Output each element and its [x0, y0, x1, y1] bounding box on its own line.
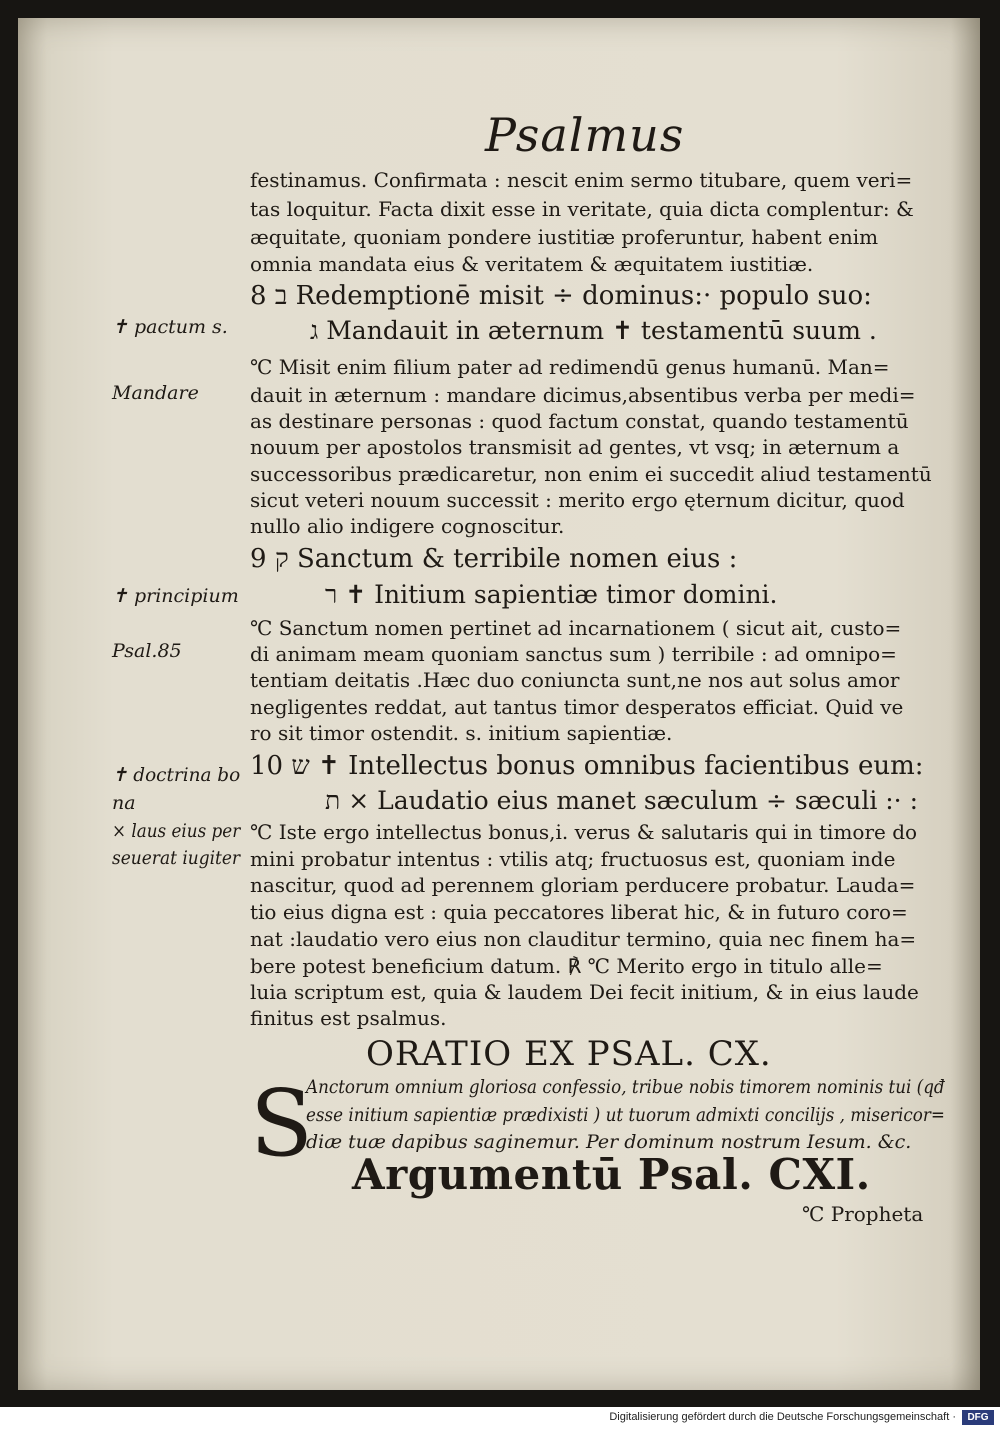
- margin-note: Mandare: [112, 382, 199, 404]
- text-line: tentiam deitatis .Hæc duo coniuncta sunt,ne nos aut solus amor: [250, 668, 900, 692]
- margin-note: na: [112, 792, 136, 814]
- oratio-line: Anctorum omnium gloriosa confessio, tribue nobis timorem nominis tui (qđ: [306, 1076, 945, 1098]
- drop-capital: S: [250, 1070, 314, 1177]
- oratio-line: esse initium sapientiæ prædixisti ) ut tuorum admixti concilijs , misericor=: [306, 1104, 945, 1126]
- text-line: mini probatur intentus : vtilis atq; fructuosus est, quoniam inde: [250, 847, 896, 871]
- text-line: sicut veteri nouum successit : merito ergo ęternum dicitur, quod: [250, 488, 905, 512]
- argumentum-heading: Argumentū Psal. CXI.: [352, 1150, 871, 1199]
- margin-note: × laus eius per: [112, 820, 241, 842]
- text-line: nascitur, quod ad perennem gloriam perducere probatur. Lauda=: [250, 873, 916, 897]
- text-line: nouum per apostolos transmisit ad gentes, vt vsq; in æternum a: [250, 435, 900, 459]
- text-line: ro sit timor ostendit. s. initium sapientiæ.: [250, 721, 673, 745]
- text-line: luia scriptum est, quia & laudem Dei fecit initium, & in eius laude: [250, 980, 919, 1004]
- text-line: nat :laudatio vero eius non clauditur termino, quia nec finem ha=: [250, 927, 917, 951]
- oratio-heading: ORATIO EX PSAL. CX.: [366, 1034, 772, 1074]
- text-line: negligentes reddat, aut tantus timor desperatos efficiat. Quid ve: [250, 695, 904, 719]
- footer-bar: [0, 1407, 1000, 1429]
- dfg-logo-icon: DFG: [962, 1410, 994, 1425]
- text-line: tas loquitur. Facta dixit esse in veritate, quia dicta complentur: &: [250, 197, 914, 221]
- margin-note: ✝ doctrina bo: [112, 764, 241, 786]
- text-line: ℃ Iste ergo intellectus bonus,i. verus & salutaris qui in timore do: [250, 820, 918, 844]
- margin-note: ✝ pactum s.: [112, 316, 228, 338]
- text-line: ℃ Sanctum nomen pertinet ad incarnationem ( sicut ait, custo=: [250, 616, 902, 640]
- text-line: festinamus. Confirmata : nescit enim sermo titubare, quem veri=: [250, 168, 913, 192]
- text-line: omnia mandata eius & veritatem & æquitatem iustitiæ.: [250, 252, 814, 276]
- text-line: tio eius digna est : quia peccatores liberat hic, & in futuro coro=: [250, 900, 908, 924]
- catchword: ℃ Propheta: [802, 1202, 924, 1226]
- text-line: æquitate, quoniam pondere iustitiæ proferuntur, habent enim: [250, 225, 879, 249]
- verse-line: ר ✝ Initium sapientiæ timor domini.: [325, 580, 778, 609]
- verse-line: ת × Laudatio eius manet sæculum ÷ sæculi :· :: [325, 786, 918, 815]
- text-line: finitus est psalmus.: [250, 1006, 447, 1030]
- oratio-line: diæ tuæ dapibus saginemur. Per dominum nostrum Iesum. &c.: [306, 1131, 912, 1153]
- verse-line: 9 ק Sanctum & terribile nomen eius :: [250, 544, 738, 574]
- text-line: bere potest beneficium datum. ℟ ℃ Merito ergo in titulo alle=: [250, 954, 883, 978]
- margin-note: Psal.85: [112, 640, 182, 662]
- text-line: nullo alio indigere cognoscitur.: [250, 514, 565, 538]
- text-line: ℃ Misit enim filium pater ad redimendū genus humanū. Man=: [250, 355, 890, 379]
- margin-note: ✝ principium: [112, 585, 239, 607]
- text-line: as destinare personas : quod factum constat, quando testamentū: [250, 409, 909, 433]
- text-line: dauit in æternum : mandare dicimus,absentibus verba per medi=: [250, 383, 916, 407]
- running-head: Psalmus: [485, 108, 685, 162]
- text-line: di animam meam quoniam sanctus sum ) terribile : ad omnipo=: [250, 642, 897, 666]
- verse-line: 10 ש ✝ Intellectus bonus omnibus facientibus eum:: [250, 751, 924, 781]
- verse-line: ג Mandauit in æternum ✝ testamentū suum .: [310, 316, 877, 345]
- funding-credit: Digitalisierung gefördert durch die Deutsche Forschungsgemeinschaft ·: [609, 1411, 956, 1423]
- margin-note: seuerat iugiter: [112, 847, 241, 869]
- text-line: successoribus prædicaretur, non enim ei succedit aliud testamentū: [250, 462, 932, 486]
- verse-line: 8 ב Redemptionē misit ÷ dominus:· populo suo:: [250, 281, 872, 311]
